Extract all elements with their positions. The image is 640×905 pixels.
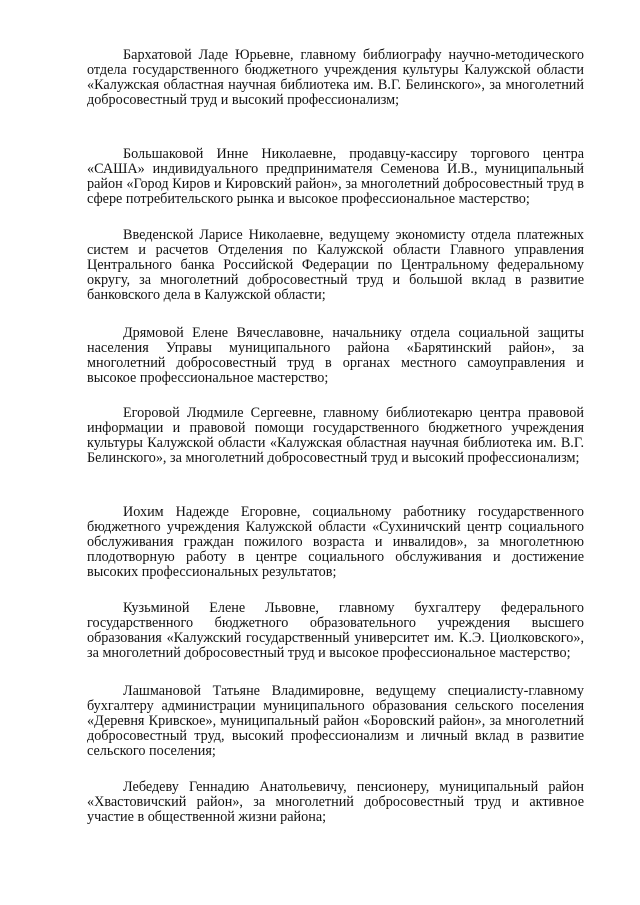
award-paragraph-lashmanova: Лашмановой Татьяне Владимировне, ведущему специалисту-главному бухгалтеру администрации муниципального образования сельского поселения «Деревня Кривское», муниципальный район «Боровский район», за многолетний добросовестный труд, высокий профессионализм и личный вклад в развитие сельского поселения;	[87, 683, 584, 759]
award-paragraph-kuzmina: Кузьминой Елене Львовне, главному бухгалтеру федерального государственного бюджетного образовательного учреждения высшего образования «Калужский государственный университет им. К.Э. Циолковского», за многолетний добросовестный труд и высокое профессиональное мастерство;	[87, 600, 584, 661]
award-paragraph-lebedev: Лебедеву Геннадию Анатольевичу, пенсионеру, муниципальный район «Хвастовичский район», за многолетний добросовестный труд и активное участие в общественной жизни района;	[87, 779, 584, 825]
award-paragraph-bolshakova: Большаковой Инне Николаевне, продавцу-кассиру торгового центра «САША» индивидуального предпринимателя Семенова И.В., муниципальный район «Город Киров и Кировский район», за многолетний добросовестный труд в сфере потребительского рынка и высокое профессиональное мастерство;	[87, 146, 584, 207]
award-paragraph-iokhim: Иохим Надежде Егоровне, социальному работнику государственного бюджетного учреждения Калужской области «Сухиничский центр социального обслуживания граждан пожилого возраста и инвалидов», за многолетнюю плодотворную работу в центре социального обслуживания и достижение высоких профессиональных результатов;	[87, 504, 584, 580]
award-paragraph-egorova: Егоровой Людмиле Сергеевне, главному библиотекарю центра правовой информации и правовой помощи государственного бюджетного учреждения культуры Калужской области «Калужская областная научная библиотека им. В.Г. Белинского», за многолетний добросовестный труд и высокий профессионализм;	[87, 405, 584, 466]
award-paragraph-vvedenskaya: Введенской Ларисе Николаевне, ведущему экономисту отдела платежных систем и расчетов Отделения по Калужской области Главного управления Центрального банка Российской Федерации по Центральному федеральному округу, за многолетний добросовестный труд и большой вклад в развитие банковского дела в Калужской области;	[87, 227, 584, 303]
award-paragraph-dryamova: Дрямовой Елене Вячеславовне, начальнику отдела социальной защиты населения Управы муниципального района «Барятинский район», за многолетний добросовестный труд в органах местного самоуправления и высокое профессиональное мастерство;	[87, 325, 584, 386]
award-paragraph-barkhatova: Бархатовой Ладе Юрьевне, главному библиографу научно-методического отдела государственного бюджетного учреждения культуры Калужской области «Калужская областная научная библиотека им. В.Г. Белинского», за многолетний добросовестный труд и высокий профессионализм;	[87, 47, 584, 108]
